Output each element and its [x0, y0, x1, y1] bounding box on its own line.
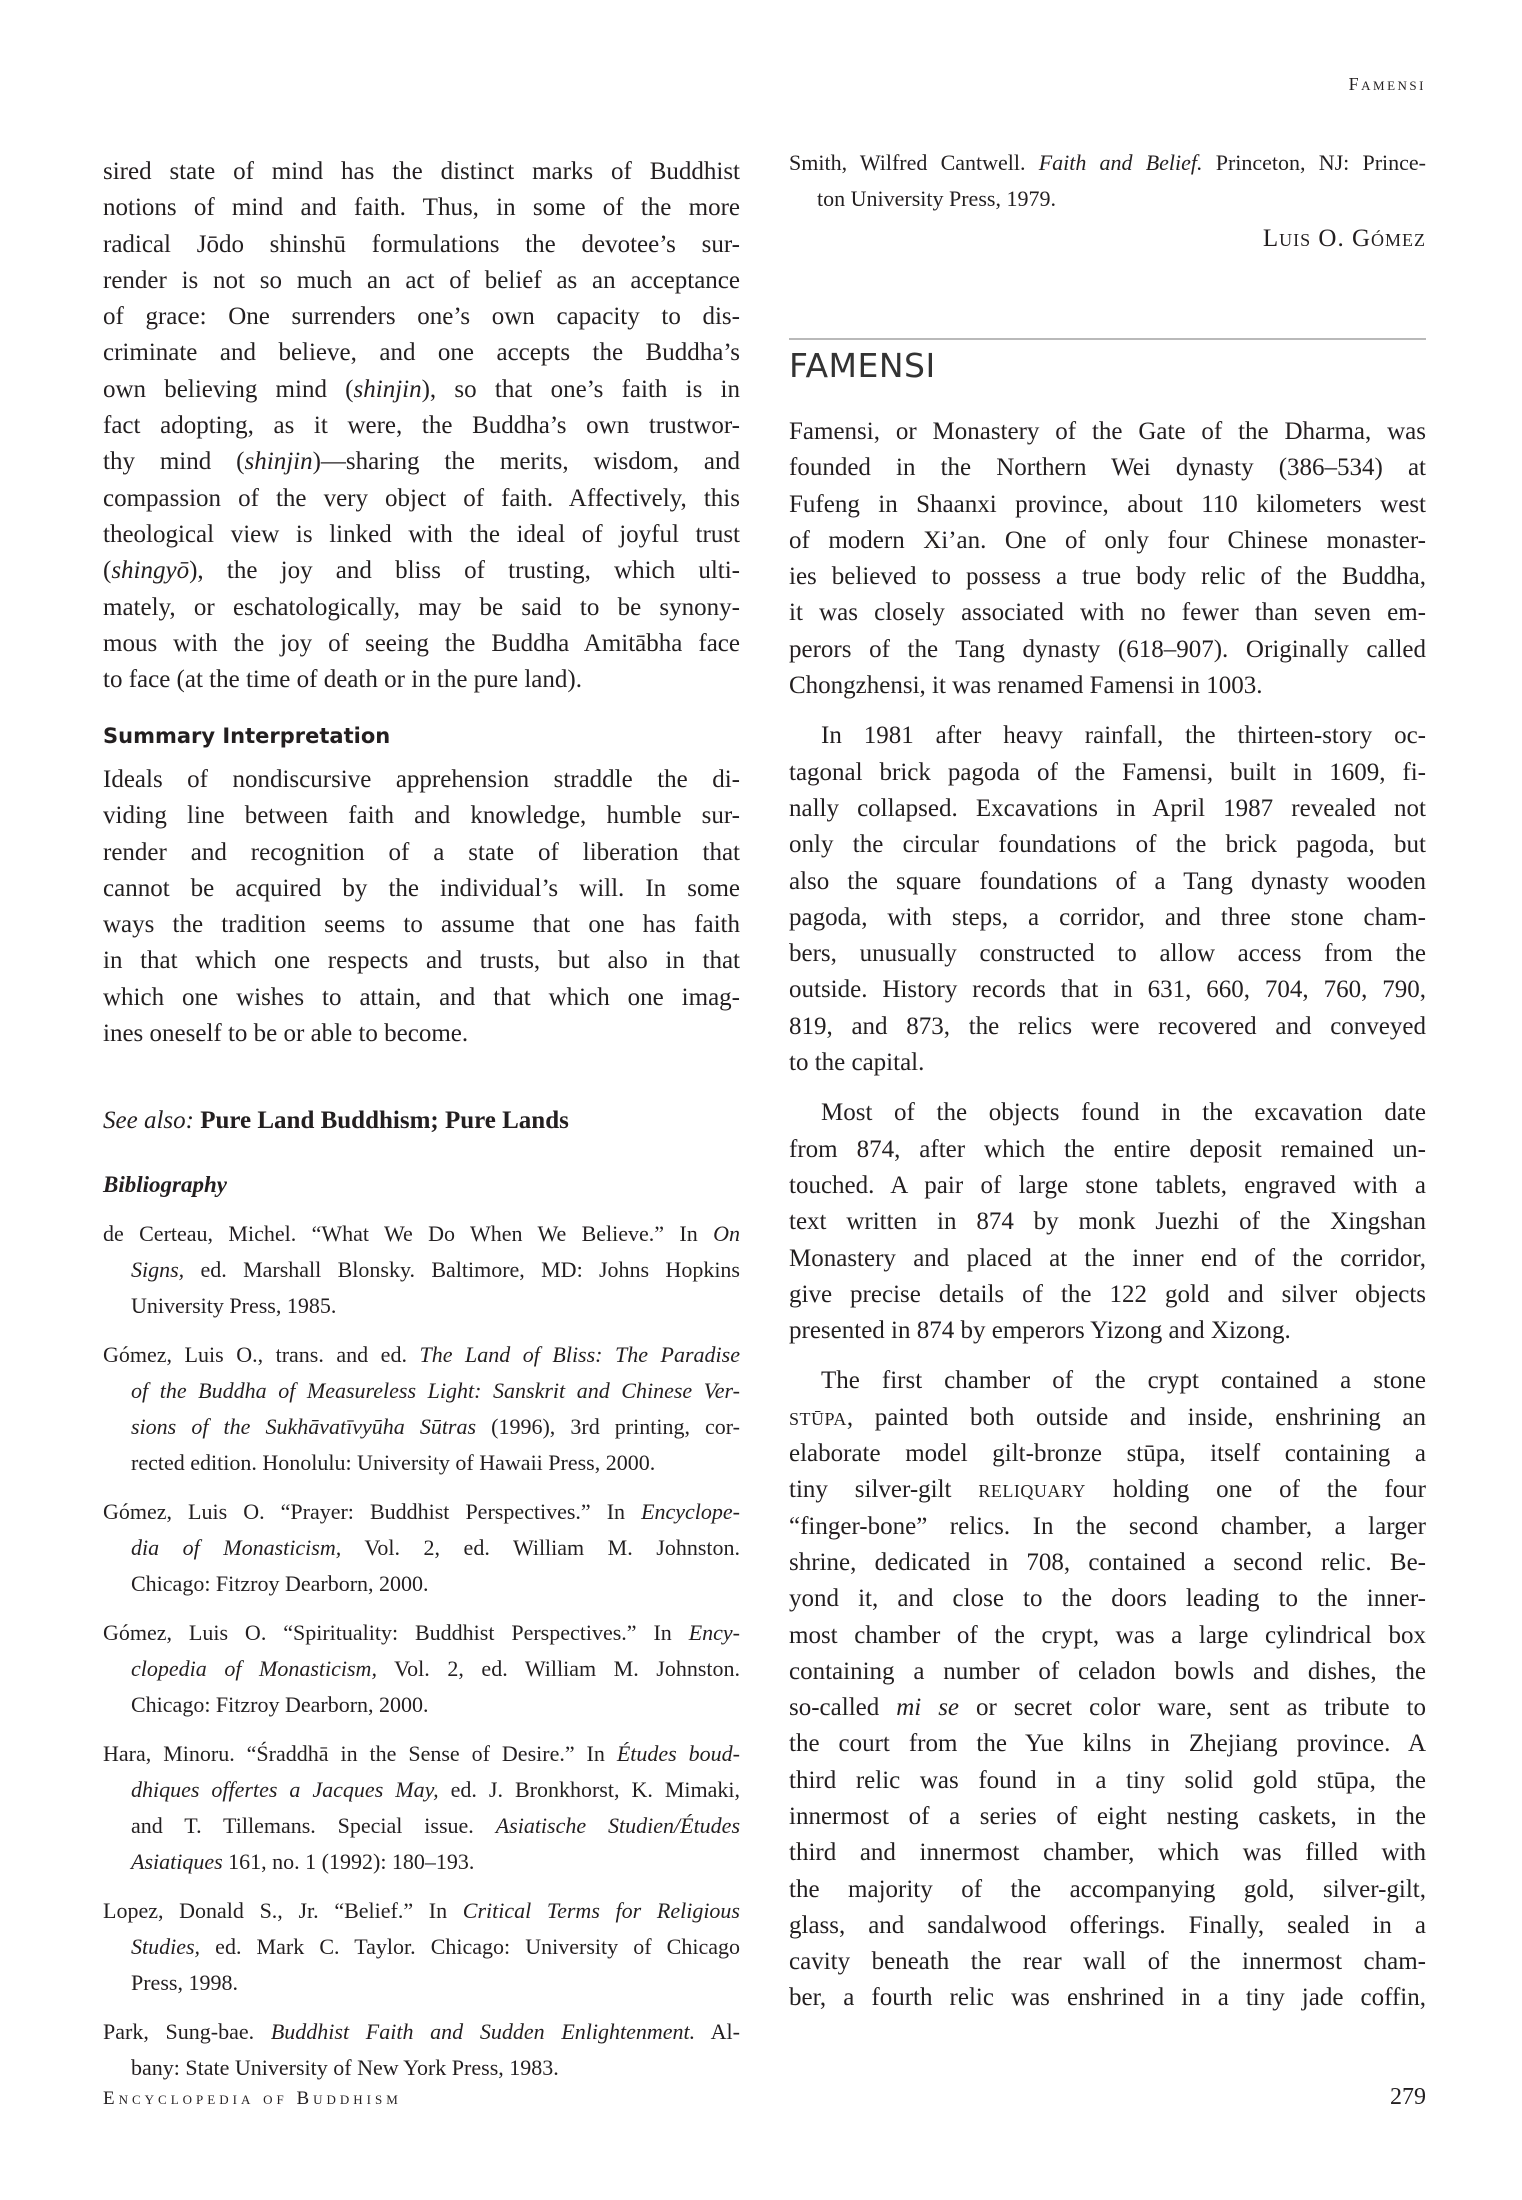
text: elaborate model gilt-bronze stūpa, itself containing a — [789, 1440, 1426, 1468]
text: perors of the Tang dynasty (618–907). Originally called — [789, 635, 1426, 663]
text-line — [789, 936, 1426, 972]
text: Most of the objects found in the excavation date — [821, 1099, 1426, 1127]
text: Chicago: Fitzroy Dearborn, 2000. — [131, 1571, 429, 1596]
text-line — [103, 1965, 740, 2001]
text: Monastery and placed at the inner end of the corridor, — [789, 1244, 1426, 1272]
text-line — [789, 559, 1426, 595]
text: cavity beneath the rear wall of the innermost cham- — [789, 1948, 1426, 1976]
text: text written in 874 by monk Juezhi of the Xingshan — [789, 1208, 1426, 1236]
text-line — [103, 1409, 740, 1445]
bibliography-list — [103, 1216, 740, 2099]
text-line — [103, 2050, 740, 2086]
bibliography-entry — [103, 1337, 740, 1481]
text-line — [789, 1472, 1426, 1508]
text-line — [103, 1687, 740, 1723]
italic-text: On — [713, 1221, 740, 1246]
text: Ideals of nondiscursive apprehension straddle the di- — [103, 766, 740, 793]
italic-text: Ency- — [688, 1620, 740, 1645]
text-line — [103, 1337, 740, 1373]
text: of grace: One surrenders one’s own capacity to dis- — [103, 303, 740, 331]
italic-text: shingyō — [111, 557, 190, 585]
bibliography-entry — [103, 1893, 740, 2001]
text-line — [789, 414, 1426, 450]
text: Hara, Minoru. “Śraddhā in the Sense of Desire.” In — [103, 1741, 617, 1766]
text: Lopez, Donald S., Jr. “Belief.” In — [103, 1898, 463, 1923]
text-line — [789, 1241, 1426, 1277]
text-line — [789, 1980, 1426, 2016]
text-line — [789, 1204, 1426, 1240]
text: In 1981 after heavy rainfall, the thirteen-story oc- — [821, 722, 1426, 750]
text: bers, unusually constructed to allow access from the — [789, 940, 1426, 968]
text-line — [789, 1132, 1426, 1168]
text-line — [789, 1726, 1426, 1762]
paragraph-faith-continued — [103, 154, 740, 698]
text: viding line between faith and knowledge, humble sur- — [103, 802, 740, 830]
text-line — [789, 450, 1426, 486]
text: Chongzhensi, it was renamed Famensi in 1003. — [789, 672, 1263, 700]
italic-text: Encyclope- — [641, 1499, 740, 1524]
italic-text: Études boud- — [616, 1741, 741, 1766]
italic-text: clopedia of Monasticism, — [131, 1656, 377, 1681]
italic-text: shinjin — [353, 375, 422, 403]
bibliography-entry — [789, 145, 1426, 217]
text: Park, Sung-bae. — [103, 2019, 271, 2044]
italic-text: mi se — [896, 1694, 960, 1722]
text-line — [103, 1530, 740, 1566]
paragraph — [103, 762, 740, 1052]
text: “finger-bone” relics. In the second chamber, a larger — [789, 1512, 1426, 1540]
text: ton University Press, 1979. — [817, 186, 1056, 211]
text: ies believed to possess a true body relic of the Buddha, — [789, 563, 1426, 591]
text: criminate and believe, and one accepts the Buddha’s — [103, 339, 740, 367]
text-line — [103, 1893, 740, 1929]
text: in that which one respects and trusts, but also in that — [103, 947, 740, 975]
italic-text: The Land of Bliss: The Paradise — [419, 1342, 740, 1367]
text-line — [103, 372, 740, 408]
text-line — [789, 145, 1426, 181]
text: the court from the Yue kilns in Zhejiang province. A — [789, 1730, 1426, 1758]
text: give precise details of the 122 gold and silver objects — [789, 1280, 1426, 1308]
italic-text: Critical Terms for Religious — [462, 1898, 740, 1923]
text-line — [103, 335, 740, 371]
text-line — [103, 299, 740, 335]
text-line — [789, 827, 1426, 863]
text-line — [789, 755, 1426, 791]
text: ), so that one’s faith is in — [421, 375, 740, 403]
paragraph — [789, 1095, 1426, 1349]
text: render is not so much an act of belief as an acceptance — [103, 266, 740, 294]
text-line — [103, 444, 740, 480]
text: fact adopting, as it were, the Buddha’s own trustwor- — [103, 412, 740, 440]
text: only the circular foundations of the brick pagoda, but — [789, 831, 1426, 859]
text-line — [789, 1009, 1426, 1045]
text-line — [789, 1654, 1426, 1690]
text-line — [103, 907, 740, 943]
text: to face (at the time of death or in the pure land). — [103, 666, 582, 694]
text: outside. History records that in 631, 660, 704, 760, 790, — [789, 976, 1426, 1004]
text-line — [789, 864, 1426, 900]
text-line — [103, 227, 740, 263]
text: shrine, dedicated in 708, contained a second relic. Be- — [789, 1548, 1426, 1576]
text: which one wishes to attain, and that which one imag- — [103, 983, 740, 1011]
page-number: 279 — [1390, 2084, 1426, 2110]
text-line — [103, 1288, 740, 1324]
text-line — [103, 1808, 740, 1844]
paragraph-summary — [103, 762, 740, 1052]
text-line — [789, 1095, 1426, 1131]
text-line — [789, 1799, 1426, 1835]
text-line — [789, 1313, 1426, 1349]
text-line — [103, 1373, 740, 1409]
text: ( — [103, 557, 112, 585]
text-line — [789, 1835, 1426, 1871]
italic-text: dia of Monasticism, — [131, 1535, 342, 1560]
text: compassion of the very object of faith. Affectively, this — [103, 484, 740, 512]
text: (1996), 3rd printing, cor- — [476, 1414, 740, 1439]
text: Gómez, Luis O. “Prayer: Buddhist Perspectives.” In — [103, 1499, 642, 1524]
text: from 874, after which the entire deposit remained un- — [789, 1135, 1426, 1163]
text-line — [103, 835, 740, 871]
italic-text: Faith and Belief. — [1038, 150, 1203, 175]
text-line — [103, 871, 740, 907]
text: , painted both outside and inside, enshrining an — [846, 1403, 1426, 1431]
text-line — [789, 668, 1426, 704]
text-line — [103, 481, 740, 517]
text: de Certeau, Michel. “What We Do When We Believe.” In — [103, 1221, 714, 1246]
text-line — [789, 1168, 1426, 1204]
bold-text: Pure Land Buddhism; Pure Lands — [200, 1107, 569, 1134]
italic-text: sions of the Sukhāvatīvyūha Sūtras — [131, 1414, 477, 1439]
text-line — [789, 1509, 1426, 1545]
bibliography-entry — [103, 1494, 740, 1602]
cross-reference: stūpa — [789, 1403, 847, 1431]
text-line — [103, 190, 740, 226]
cross-reference: reliquary — [978, 1476, 1086, 1504]
italic-text: shinjin — [244, 448, 313, 476]
famensi-article-body — [789, 414, 1426, 2031]
text: Gómez, Luis O., trans. and ed. — [103, 1342, 420, 1367]
text: holding one of the four — [1085, 1476, 1426, 1504]
text: 819, and 873, the relics were recovered and conveyed — [789, 1012, 1426, 1040]
italic-text: Asiatiques — [131, 1849, 223, 1874]
text-line — [103, 1772, 740, 1808]
text: bany: State University of New York Press, 1983. — [131, 2055, 559, 2080]
text: own believing mind ( — [103, 375, 354, 403]
text: so-called — [789, 1694, 897, 1722]
text: Fufeng in Shaanxi province, about 110 kilometers west — [789, 490, 1426, 518]
text: or secret color ware, sent as tribute to — [959, 1694, 1426, 1722]
text: Princeton, NJ: Prince- — [1202, 150, 1426, 175]
text-line — [103, 1252, 740, 1288]
text: The first chamber of the crypt contained a stone — [821, 1367, 1426, 1395]
text-line — [103, 517, 740, 553]
text: University Press, 1985. — [131, 1293, 337, 1318]
bibliography-entry — [103, 2014, 740, 2086]
italic-text: Signs, — [131, 1257, 185, 1282]
text: mately, or eschatologically, may be said to be synony- — [103, 593, 740, 621]
text: rected edition. Honolulu: University of Hawaii Press, 2000. — [131, 1450, 656, 1475]
text: ways the tradition seems to assume that one has faith — [103, 911, 740, 939]
text: glass, and sandalwood offerings. Finally, sealed in a — [789, 1911, 1426, 1939]
text-line — [789, 1436, 1426, 1472]
text-line — [103, 1566, 740, 1602]
italic-text: Asiatische Studien/Études — [495, 1813, 741, 1838]
paragraph — [103, 154, 740, 698]
text: and T. Tillemans. Special issue. — [131, 1813, 496, 1838]
text: sired state of mind has the distinct marks of Buddhist — [103, 158, 740, 185]
text: render and recognition of a state of liberation that — [103, 838, 740, 866]
italic-text: dhiques offertes a Jacques May, — [131, 1777, 439, 1802]
text-line — [103, 590, 740, 626]
article-author: Luis O. Gómez — [1262, 225, 1426, 252]
text: radical Jōdo shinshū formulations the devotee’s sur- — [103, 230, 740, 258]
text: Smith, Wilfred Cantwell. — [789, 150, 1039, 175]
text-line — [789, 1872, 1426, 1908]
text-line — [789, 900, 1426, 936]
text: presented in 874 by emperors Yizong and Xizong. — [789, 1317, 1291, 1345]
paragraph — [789, 718, 1426, 1081]
text-line — [103, 1844, 740, 1880]
text: most chamber of the crypt, was a large cylindrical box — [789, 1621, 1426, 1649]
see-also-line — [103, 1103, 740, 1139]
text: touched. A pair of large stone tablets, engraved with a — [789, 1171, 1426, 1199]
see-also — [103, 1103, 740, 1139]
text-line — [103, 626, 740, 662]
text-line — [789, 523, 1426, 559]
text-line — [103, 1216, 740, 1252]
text: ber, a fourth relic was enshrined in a tiny jade coffin, — [789, 1984, 1426, 2012]
text: the majority of the accompanying gold, silver-gilt, — [789, 1875, 1426, 1903]
bibliography-list-continued — [789, 145, 1426, 230]
text-line — [103, 1651, 740, 1687]
text-line — [789, 718, 1426, 754]
text-line — [789, 487, 1426, 523]
text: containing a number of celadon bowls and dishes, the — [789, 1657, 1426, 1685]
paragraph — [789, 414, 1426, 704]
italic-text: Buddhist Faith and Sudden Enlightenment. — [270, 2019, 696, 2044]
text-line — [103, 798, 740, 834]
text: tagonal brick pagoda of the Famensi, built in 1609, fi- — [789, 758, 1426, 786]
bibliography-entry — [103, 1615, 740, 1723]
text: to the capital. — [789, 1049, 925, 1077]
section-divider — [789, 338, 1426, 340]
text-line — [789, 1944, 1426, 1980]
text-line — [103, 1494, 740, 1530]
text: theological view is linked with the ideal of joyful trust — [103, 520, 740, 548]
entry-title: FAMENSI — [789, 346, 936, 385]
footer-publication: Encyclopedia of Buddhism — [103, 2088, 402, 2109]
text-line — [103, 263, 740, 299]
text-line — [789, 791, 1426, 827]
text: ), the joy and bliss of trusting, which ulti- — [189, 557, 740, 585]
text: ines oneself to be or able to become. — [103, 1020, 469, 1048]
text-line — [103, 553, 740, 589]
text: ed. Marshall Blonsky. Baltimore, MD: Johns Hopkins — [184, 1257, 740, 1282]
text: Famensi, or Monastery of the Gate of the Dharma, was — [789, 418, 1426, 445]
text: tiny silver-gilt — [789, 1476, 979, 1504]
text: of modern Xi’an. One of only four Chinese monaster- — [789, 526, 1426, 554]
text: third relic was found in a tiny solid gold stūpa, the — [789, 1766, 1426, 1794]
text: Vol. 2, ed. William M. Johnston. — [376, 1656, 741, 1681]
text-line — [789, 1363, 1426, 1399]
text: ed. J. Bronkhorst, K. Mimaki, — [438, 1777, 740, 1802]
text-line — [103, 408, 740, 444]
text: innermost of a series of eight nesting caskets, in the — [789, 1802, 1426, 1830]
text-line — [789, 1400, 1426, 1436]
text-line — [103, 943, 740, 979]
text: founded in the Northern Wei dynasty (386–534) at — [789, 454, 1426, 482]
text-line — [789, 1618, 1426, 1654]
text-line — [103, 1615, 740, 1651]
text: Press, 1998. — [131, 1970, 238, 1995]
text: cannot be acquired by the individual’s will. In some — [103, 874, 740, 902]
italic-text: of the Buddha of Measureless Light: Sanskrit and Chinese Ver- — [131, 1378, 740, 1403]
text: 161, no. 1 (1992): 180–193. — [222, 1849, 475, 1874]
bibliography-entry — [103, 1216, 740, 1324]
text: Vol. 2, ed. William M. Johnston. — [341, 1535, 740, 1560]
text-line — [103, 1445, 740, 1481]
text-line — [103, 1736, 740, 1772]
text-line — [103, 154, 740, 190]
text: it was closely associated with no fewer than seven em- — [789, 599, 1426, 627]
text: nally collapsed. Excavations in April 1987 revealed not — [789, 794, 1426, 822]
text-line — [789, 972, 1426, 1008]
running-head: Famensi — [1348, 74, 1426, 94]
text: mous with the joy of seeing the Buddha Amitābha face — [103, 629, 740, 657]
text: yond it, and close to the doors leading to the inner- — [789, 1585, 1426, 1613]
text-line — [789, 632, 1426, 668]
text: also the square foundations of a Tang dynasty wooden — [789, 867, 1426, 895]
text-line — [789, 1545, 1426, 1581]
text-line — [789, 1045, 1426, 1081]
italic-text: Studies, — [131, 1934, 201, 1959]
text-line — [103, 1016, 740, 1052]
text: Al- — [695, 2019, 740, 2044]
text-line — [789, 595, 1426, 631]
text-line — [103, 2014, 740, 2050]
text: Gómez, Luis O. “Spirituality: Buddhist Perspectives.” In — [103, 1620, 689, 1645]
text: pagoda, with steps, a corridor, and three stone cham- — [789, 903, 1426, 931]
text-line — [789, 181, 1426, 217]
text: notions of mind and faith. Thus, in some of the more — [103, 194, 740, 222]
text-line — [789, 1581, 1426, 1617]
italic-text: See also: — [103, 1107, 194, 1134]
text-line — [789, 1690, 1426, 1726]
text-line — [789, 1908, 1426, 1944]
text-line — [103, 980, 740, 1016]
bibliography-entry — [103, 1736, 740, 1880]
bibliography-heading: Bibliography — [103, 1172, 227, 1197]
text: )—sharing the merits, wisdom, and — [312, 448, 740, 476]
text-line — [789, 1763, 1426, 1799]
text-line — [103, 1929, 740, 1965]
text: ed. Mark C. Taylor. Chicago: University of Chicago — [200, 1934, 740, 1959]
text-line — [103, 762, 740, 798]
paragraph — [789, 1363, 1426, 2016]
text: Chicago: Fitzroy Dearborn, 2000. — [131, 1692, 429, 1717]
text-line — [103, 662, 740, 698]
section-heading-summary: Summary Interpretation — [103, 724, 391, 748]
text: third and innermost chamber, which was filled with — [789, 1839, 1426, 1867]
text: thy mind ( — [103, 448, 245, 476]
text-line — [789, 1277, 1426, 1313]
